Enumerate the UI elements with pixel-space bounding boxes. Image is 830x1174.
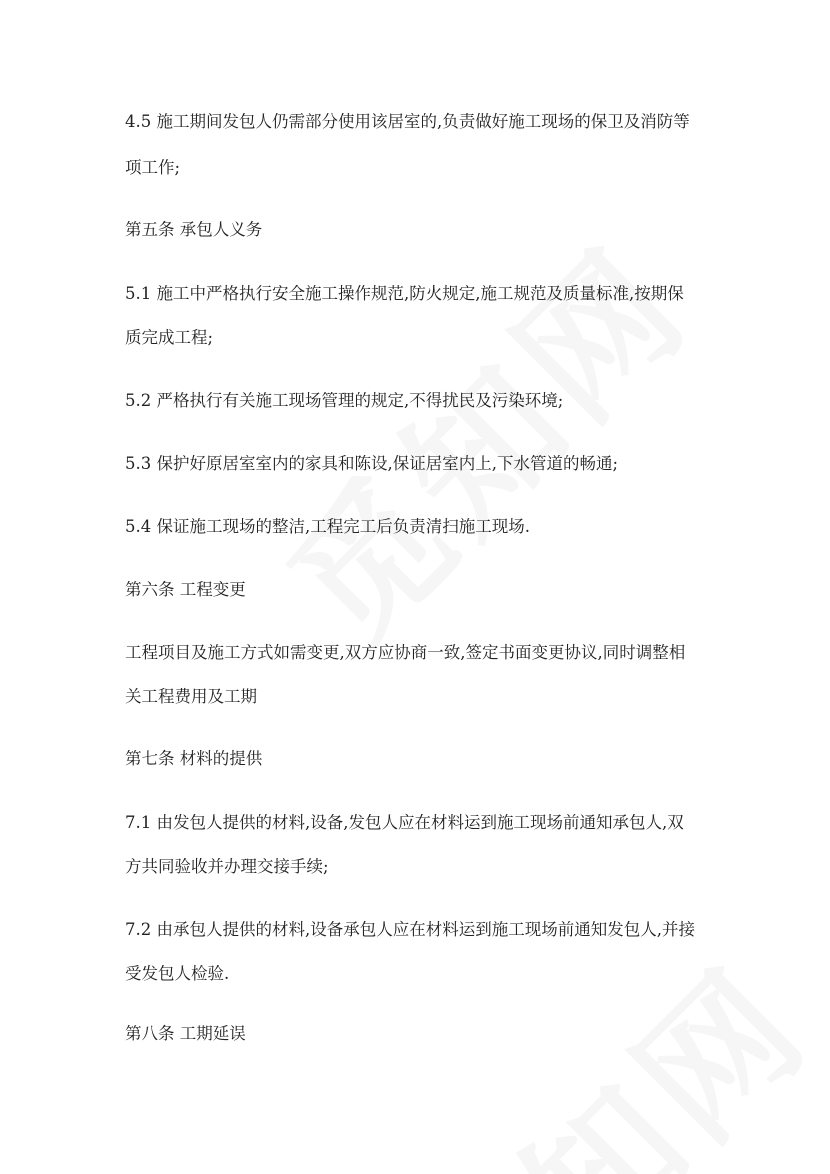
article-7-heading: 第七条 材料的提供 bbox=[125, 749, 263, 768]
clause-5-2: 5.2 严格执行有关施工现场管理的规定,不得扰民及污染环境; bbox=[125, 391, 564, 410]
article-6-text-line-1: 工程项目及施工方式如需变更,双方应协商一致,签定书面变更协议,同时调整相 bbox=[125, 643, 686, 662]
clause-5-1-line-2: 质完成工程; bbox=[125, 328, 214, 347]
clause-7-2-line-2: 受发包人检验. bbox=[125, 964, 230, 983]
clause-4-5-line-2: 项工作; bbox=[125, 158, 181, 177]
clause-7-1-line-1: 7.1 由发包人提供的材料,设备,发包人应在材料运到施工现场前通知承包人,双 bbox=[125, 813, 684, 832]
clause-5-4: 5.4 保证施工现场的整洁,工程完工后负责清扫施工现场. bbox=[125, 517, 530, 536]
clause-7-1-line-2: 方共同验收并办理交接手续; bbox=[125, 857, 329, 876]
article-8-heading: 第八条 工期延误 bbox=[125, 1024, 246, 1043]
clause-4-5-line-1: 4.5 施工期间发包人仍需部分使用该居室的,负责做好施工现场的保卫及消防等 bbox=[125, 112, 690, 131]
clause-5-1-line-1: 5.1 施工中严格执行安全施工操作规范,防火规定,施工规范及质量标准,按期保 bbox=[125, 284, 684, 303]
clause-7-2-line-1: 7.2 由承包人提供的材料,设备承包人应在材料运到施工现场前通知发包人,并接 bbox=[125, 920, 695, 939]
watermark bbox=[354, 912, 830, 1174]
clause-5-3: 5.3 保护好原居室室内的家具和陈设,保证居室内上,下水管道的畅通; bbox=[125, 454, 619, 473]
article-5-heading: 第五条 承包人义务 bbox=[125, 220, 263, 239]
article-6-heading: 第六条 工程变更 bbox=[125, 580, 246, 599]
article-6-text-line-2: 关工程费用及工期 bbox=[125, 687, 257, 706]
watermark bbox=[234, 192, 726, 684]
